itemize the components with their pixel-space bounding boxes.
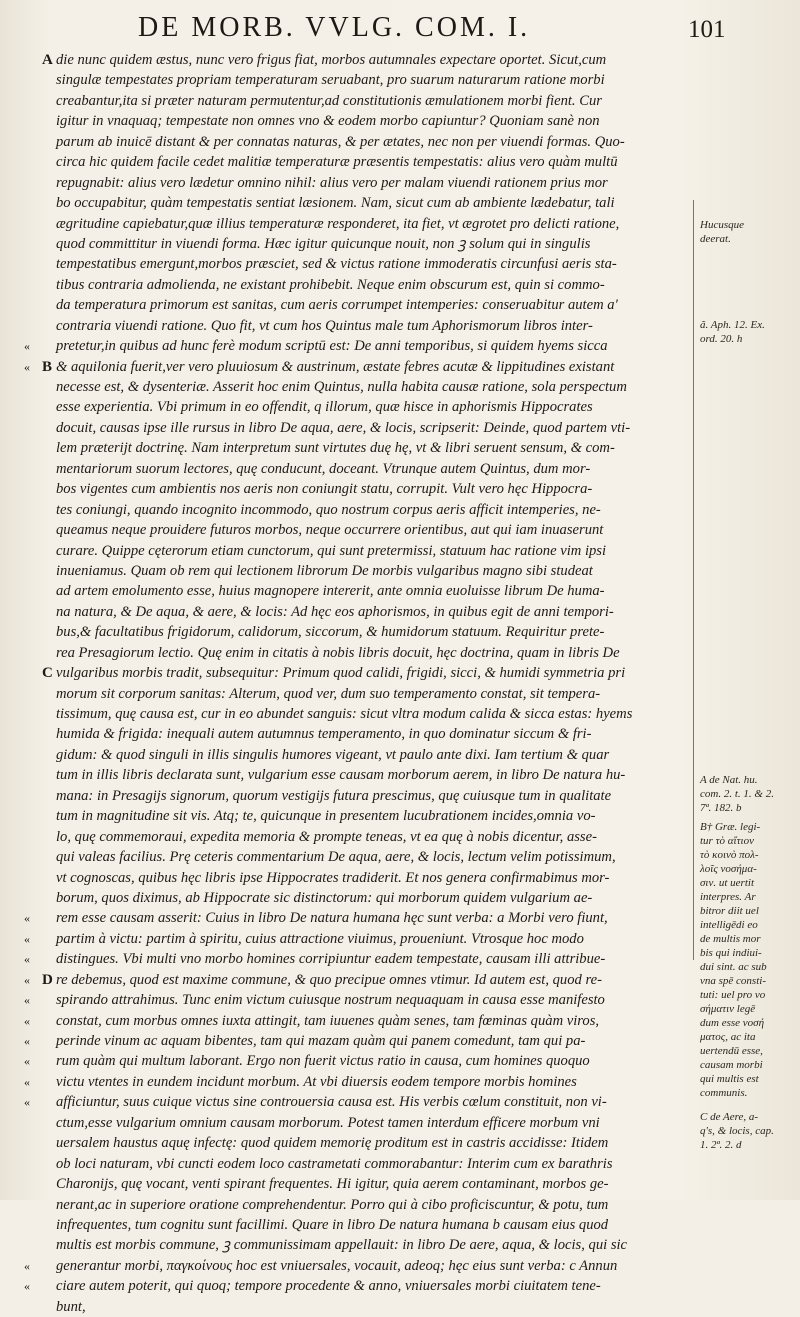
text-line bbox=[42, 1174, 662, 1194]
quotation-mark: « bbox=[24, 1095, 30, 1110]
text-line bbox=[24, 336, 662, 356]
margin-note-line: dum esse νοσή bbox=[700, 1017, 765, 1029]
line-text: ægritudine capiebatur,quæ illius temperaturæ responderet, ita fiet, vt ægrotet pro delicti ratione, bbox=[56, 215, 620, 232]
line-text: creabantur,ita si præter naturam permutentur,ad constitutionis æmulationem morbi fient. Cur bbox=[56, 92, 602, 109]
margin-note-line: A de Nat. hu. bbox=[700, 774, 758, 786]
line-text: infrequentes, tum cognitu sunt facillimi. Quare in libro De natura humana b causam eius quod bbox=[56, 1216, 609, 1233]
text-line bbox=[24, 970, 662, 990]
margin-note-line: ord. 20. h bbox=[700, 333, 743, 345]
text-line bbox=[42, 745, 662, 765]
text-line bbox=[42, 806, 662, 826]
line-text: inueniamus. Quam ob rem qui lectionem librorum De morbis vulgaribus magno sibi studeat bbox=[56, 562, 593, 579]
margin-note-line: τὸ κοινὸ πολ- bbox=[700, 849, 759, 861]
section-letter: A bbox=[42, 52, 53, 68]
text-line bbox=[42, 234, 662, 254]
quotation-mark: « bbox=[24, 339, 30, 354]
line-text: rum quàm qui multum laborant. Ergo non fuerit victus ratio in causa, cum homines quoquo bbox=[56, 1053, 590, 1070]
line-text: generantur morbi, παγκοίνους hoc est vniuersales, vocauit, adeoq; hęc eius sunt verba: c Annun bbox=[56, 1257, 618, 1274]
line-text: humida & frigida: inequali autem autumnus temperamento, in quo dominatur siccum & fri- bbox=[56, 726, 592, 743]
margin-note-line: tuti: uel pro vo bbox=[700, 989, 766, 1001]
text-line bbox=[42, 214, 662, 234]
text-line bbox=[42, 868, 662, 888]
text-line bbox=[42, 397, 662, 417]
text-line bbox=[42, 459, 662, 479]
page-number: 101 bbox=[688, 16, 726, 43]
margin-note-line: C de Aere, a- bbox=[700, 1111, 759, 1123]
line-text: distingues. Vbi multi vno morbo homines corripiuntur eadem tempestate, causam illi attribue- bbox=[56, 951, 606, 968]
text-line bbox=[42, 765, 662, 785]
line-text: morum sit corporum sanitas: Alterum, quod ver, dum suo temperamento constat, sit tempera- bbox=[56, 685, 601, 702]
margin-note-line: σιν. ut uertit bbox=[700, 877, 755, 889]
text-line bbox=[42, 70, 662, 90]
margin-note-line: com. 2. t. 1. & 2. bbox=[700, 788, 774, 800]
line-text: tes coniungi, quando incognito incommodo, quo nostrum corpus aeris afficit intemperies, ne- bbox=[56, 501, 601, 518]
text-line bbox=[42, 500, 662, 520]
text-line bbox=[42, 316, 662, 336]
line-text: gidum: & quod singuli in illis singulis humores vigeant, vt paulo ante dixi. Iam tertium & quar bbox=[56, 746, 610, 763]
line-text: constat, cum morbus omnes iuxta attingit, tam iuuenes quàm senes, tam fœminas quàm viros, bbox=[56, 1012, 600, 1029]
margin-note-line: bitror diit uel bbox=[700, 905, 759, 917]
line-text: mana: in Presagijs signorum, quorum vestigijs futura prescimus, quę cuiusque tum in qualitate bbox=[56, 787, 612, 804]
line-text: contraria viuendi ratione. Quo fit, vt cum hos Quintus male tum Aphorismorum libros inter- bbox=[56, 317, 593, 334]
margin-note-line: uertendū esse, bbox=[700, 1045, 763, 1057]
text-line bbox=[42, 132, 662, 152]
quotation-mark: « bbox=[24, 952, 30, 967]
line-text: rem esse causam asserit: Cuius in libro De natura humana hęc sunt verba: a Morbi vero fiunt, bbox=[56, 910, 608, 927]
margin-note-line: B† Græ. legi- bbox=[700, 821, 761, 833]
text-line bbox=[24, 1092, 662, 1112]
margin-note-line: 1. 2ª. 2. d bbox=[700, 1139, 742, 1151]
line-text: tissimum, quę causa est, cur in eo abundet sanguis: sicut vltra modum calida & sicca estas: hyems bbox=[56, 706, 633, 722]
text-line bbox=[42, 622, 662, 642]
quotation-mark: « bbox=[24, 972, 30, 987]
margin-note-line: q's, & locis, cap. bbox=[700, 1125, 774, 1137]
text-line bbox=[42, 704, 662, 724]
line-text: docuit, causas ipse ille rursus in libro De aqua, aere, & locis, scripserit: Deinde, quod partem vti- bbox=[56, 419, 631, 436]
text-line bbox=[42, 1235, 662, 1255]
line-text: victu vtentes in eundem incidunt morbum. At vbi diuersis eodem tempore morbis homines bbox=[56, 1073, 577, 1090]
section-letter: C bbox=[42, 665, 53, 682]
line-text: queamus neque prouidere futuros morbos, neque occurrere orientibus, aut qui iam inuaserunt bbox=[56, 522, 604, 539]
quotation-mark: « bbox=[24, 1034, 30, 1048]
line-text: multis est morbis commune, ꝫ communissimam appellauit: in libro De aere, aqua, & locis, qui sic bbox=[56, 1237, 628, 1254]
line-text: circa hic quidem facile cedet malitiæ temperaturæ præsentis tempestatis: alius vero quàm multū bbox=[56, 154, 618, 171]
text-line bbox=[24, 1031, 662, 1051]
quotation-mark: « bbox=[24, 1258, 30, 1273]
text-line bbox=[42, 479, 662, 499]
column-rule bbox=[693, 200, 694, 960]
line-text: necesse est, & dysenteriæ. Asserit hoc enim Quintus, nulla habita causæ ratione, sola perspectum bbox=[56, 379, 627, 395]
text-line bbox=[42, 173, 662, 193]
line-text: bunt, bbox=[56, 1298, 86, 1315]
quotation-mark: « bbox=[24, 359, 30, 374]
line-text: rea Presagiorum lectio. Quę enim in citatis à nobis libris docuit, hęc doctrina, quam in libris De bbox=[56, 644, 620, 661]
text-line bbox=[24, 1256, 662, 1276]
text-line bbox=[24, 908, 662, 928]
margin-note-line: causam morbi bbox=[700, 1059, 763, 1071]
line-text: bo occupabitur, quàm tempestatis sentiat læsionem. Nam, sicut cum ab ambiente lædebatur, tali bbox=[56, 195, 615, 212]
quotation-mark: « bbox=[24, 1054, 30, 1069]
text-line bbox=[24, 990, 662, 1010]
margin-note-line: Hucusque bbox=[700, 219, 744, 231]
text-line bbox=[24, 357, 662, 377]
text-line bbox=[42, 827, 662, 847]
line-text: quod committitur in viuendi forma. Hæc igitur quicunque nouit, non ꝫ solum qui in singulis bbox=[56, 235, 591, 252]
line-text: tempestatibus emergunt,morbos præsciet, sed & victus ratione immoderatis circunfusi aeris sta- bbox=[56, 256, 617, 273]
text-line bbox=[42, 602, 662, 622]
margin-note-line: σήματιν legē bbox=[700, 1003, 756, 1015]
margin-note-line: vna spē consti- bbox=[700, 975, 766, 987]
text-line bbox=[42, 50, 662, 70]
line-text: borum, quos diximus, ab Hippocrate sic distinctorum: qui morborum quidem vulgarium ae- bbox=[56, 889, 593, 906]
line-text: ob loci naturam, vbi cuncti eodem loco castrametati commorabantur: Interim cum ex barathris bbox=[56, 1155, 613, 1172]
line-text: na natura, & De aqua, & aere, & locis: Ad hęc eos aphorismos, in quibus egit de anni tempori- bbox=[56, 603, 614, 620]
text-line bbox=[42, 1297, 662, 1317]
text-line bbox=[42, 295, 662, 315]
line-text: ad artem emolumento esse, huius magnopere intererit, ante omnia euoluisse librum De huma- bbox=[56, 583, 605, 600]
line-text: uersalem haustus aquę infectę: quod quidem memorię proditum est in castris accidisse: Itidem bbox=[56, 1135, 609, 1152]
line-text: tum in illis libris declarata sunt, vulgarium esse causam morborum aerem, in libro De natura hu- bbox=[56, 767, 626, 784]
section-letter: B bbox=[42, 358, 53, 375]
margin-note-line: qui multis est bbox=[700, 1073, 759, 1085]
margin-note-line: tur τὸ αἴτιον bbox=[700, 835, 754, 847]
line-text: nerant,ac in superiore oratione comprehendentur. Porro qui à cibo proficiscuntur, & potu, tum bbox=[56, 1196, 609, 1213]
text-line bbox=[42, 1154, 662, 1174]
margin-note-line: ã. Aph. 12. Ex. bbox=[700, 319, 765, 331]
line-text: lo, quę commemoraui, expedita memoria & prompte teneas, vt ea quę à nobis dicentur, asse- bbox=[56, 828, 597, 845]
quotation-mark: « bbox=[24, 1279, 30, 1294]
text-line bbox=[24, 1072, 662, 1092]
line-text: partim à victu: partim à spiritu, cuius attractione viuimus, proueniunt. Vtrosque hoc modo bbox=[56, 930, 584, 947]
line-text: ciare autem poterit, qui quoq; tempore procedente & anno, vniuersales morbi ciuitatem tene- bbox=[56, 1278, 601, 1295]
text-line bbox=[42, 541, 662, 561]
text-line bbox=[42, 418, 662, 438]
margin-note-line: 7ª. 182. b bbox=[700, 802, 742, 814]
line-text: curare. Quippe cęterorum etiam cunctorum, qui sunt pretermissi, statuum hac ratione vim ipsi bbox=[56, 542, 607, 559]
margin-note-line: interpres. Ar bbox=[700, 891, 756, 903]
line-text: perinde vinum ac aquam bibentes, tam qui mazam quàm qui panem comedunt, tam qui pa- bbox=[56, 1033, 586, 1049]
margin-note-line: bis qui indiui- bbox=[700, 947, 762, 959]
line-text: tibus contraria admolienda, ne existant prohibebit. Neque enim obscurum est, quin si commo- bbox=[56, 276, 605, 293]
line-text: mentariorum suorum lectores, quę conducunt, doceant. Vtrunque autem Quintus, dum mor- bbox=[56, 460, 591, 477]
quotation-mark: « bbox=[24, 1013, 30, 1028]
line-text: esse experientia. Vbi primum in eo offendit, q illorum, quæ hisce in aphorismis Hippocrates bbox=[56, 399, 593, 416]
line-text: re debemus, quod est maxime commune, & quo precipue omnes vtimur. Id autem est, quod re- bbox=[56, 971, 602, 988]
margin-note-aphorism-ref bbox=[700, 318, 796, 346]
line-text: spirando attrahimus. Tunc enim victum cuiusque nostrum nequaquam in causa esse manifesto bbox=[56, 992, 605, 1009]
text-line bbox=[42, 724, 662, 744]
margin-note-line: communis. bbox=[700, 1087, 748, 1099]
line-text: parum ab inuicē distant & per connatas naturas, & per ætates, nec non per viuendi formas. Quo- bbox=[56, 133, 625, 150]
running-head: DE MORB. VVLG. COM. I. bbox=[138, 12, 531, 43]
margin-note-line: de multis mor bbox=[700, 933, 761, 945]
margin-note-b bbox=[700, 820, 796, 1100]
line-text: singulæ tempestates propriam temperaturam seruabant, pro suarum naturarum ratione morbi bbox=[56, 72, 605, 89]
line-text: bos vigentes cum ambientis nos aeris non coniungit statu, corrupit. Vult vero hęc Hippocra- bbox=[56, 481, 593, 498]
text-line bbox=[42, 438, 662, 458]
section-letter: D bbox=[42, 971, 53, 988]
text-line bbox=[42, 1215, 662, 1235]
margin-note-line: intelligēdi eo bbox=[700, 919, 758, 931]
text-line bbox=[42, 888, 662, 908]
text-line bbox=[24, 1051, 662, 1071]
line-text: qui valeas facilius. Prę ceteris commentarium De aqua, aere, & locis, lectum velim potissimum, bbox=[56, 849, 616, 866]
text-line bbox=[42, 1195, 662, 1215]
margin-note-line: ματος, ac ita bbox=[700, 1031, 756, 1043]
text-line bbox=[24, 1276, 662, 1296]
margin-note-hucusque bbox=[700, 218, 796, 246]
line-text: da temperatura primorum est sanitas, cum aeris corrumpet intemperies: conseruabitur autem a' bbox=[56, 297, 618, 314]
line-text: igitur in vnaquaq; tempestate non omnes vno & eodem morbo capiuntur? Quoniam sanè non bbox=[56, 113, 600, 130]
text-line bbox=[42, 847, 662, 867]
quotation-mark: « bbox=[24, 1074, 30, 1089]
text-line bbox=[42, 561, 662, 581]
margin-note-a bbox=[700, 773, 796, 815]
line-text: lem præterijt doctrinę. Nam interpretum sunt virtutes duę hę, vt & libri seruent sensum, & com- bbox=[56, 440, 615, 457]
text-line bbox=[24, 949, 662, 969]
quotation-mark: « bbox=[24, 911, 30, 926]
line-text: pretetur,in quibus ad hunc ferè modum scriptū est: De anni temporibus, si quidem hyems sicca bbox=[56, 338, 608, 355]
quotation-mark: « bbox=[24, 993, 30, 1008]
text-line bbox=[42, 643, 662, 663]
text-line bbox=[42, 520, 662, 540]
text-line bbox=[42, 581, 662, 601]
text-line bbox=[42, 91, 662, 111]
line-text: & aquilonia fuerit,ver vero pluuiosum & austrinum, æstate febres acutæ & lippitudines existant bbox=[56, 358, 615, 375]
text-line bbox=[42, 1113, 662, 1133]
text-line bbox=[42, 1133, 662, 1153]
line-text: tum in magnitudine sit vis. Atq; te, quicunque in presentem lucubrationem incides,omnia vo- bbox=[56, 808, 596, 825]
text-line bbox=[42, 663, 662, 683]
text-line bbox=[42, 275, 662, 295]
margin-note-line: dui sint. ac sub bbox=[700, 961, 767, 973]
line-text: Charonijs, quę vocant, venti spirant frequentes. Hi igitur, quia aerem contaminant, morbos ge- bbox=[56, 1176, 609, 1193]
margin-note-line: deerat. bbox=[700, 233, 731, 245]
line-text: die nunc quidem æstus, nunc vero frigus fiat, morbos autumnales expectare oportet. Sicut,cum bbox=[56, 52, 607, 68]
line-text: repugnabit: alius vero lædetur omnino nihil: alius vero per malam viuendi rationem prius mor bbox=[56, 174, 608, 191]
text-line bbox=[24, 1011, 662, 1031]
text-line bbox=[42, 684, 662, 704]
line-text: ctum,esse vulgarium omnium causam morborum. Potest tamen interdum efficere morbum vni bbox=[56, 1114, 600, 1131]
text-line bbox=[42, 377, 662, 397]
main-text-column bbox=[24, 50, 662, 1317]
margin-note-line: λοῖς νοσήμα- bbox=[700, 863, 757, 875]
text-line bbox=[42, 152, 662, 172]
margin-note-c bbox=[700, 1110, 796, 1152]
page-header bbox=[0, 10, 800, 44]
line-text: bus,& facultatibus frigidorum, calidorum, siccorum, & humidorum statuum. Requiritur prete- bbox=[56, 624, 605, 641]
text-line bbox=[42, 193, 662, 213]
text-line bbox=[42, 254, 662, 274]
text-line bbox=[42, 111, 662, 131]
text-line bbox=[42, 786, 662, 806]
quotation-mark: « bbox=[24, 931, 30, 946]
line-text: vt cognoscas, quibus hęc libris ipse Hippocrates tradiderit. Et nos genera confirmabimus mor- bbox=[56, 869, 610, 886]
line-text: vulgaribus morbis tradit, subsequitur: Primum quod calidi, frigidi, sicci, & humidi symmetria pri bbox=[56, 665, 626, 682]
line-text: afficiuntur, suus cuique victus sine controuersia causa est. His verbis cœlum constituit, non vi- bbox=[56, 1094, 607, 1111]
text-line bbox=[24, 929, 662, 949]
